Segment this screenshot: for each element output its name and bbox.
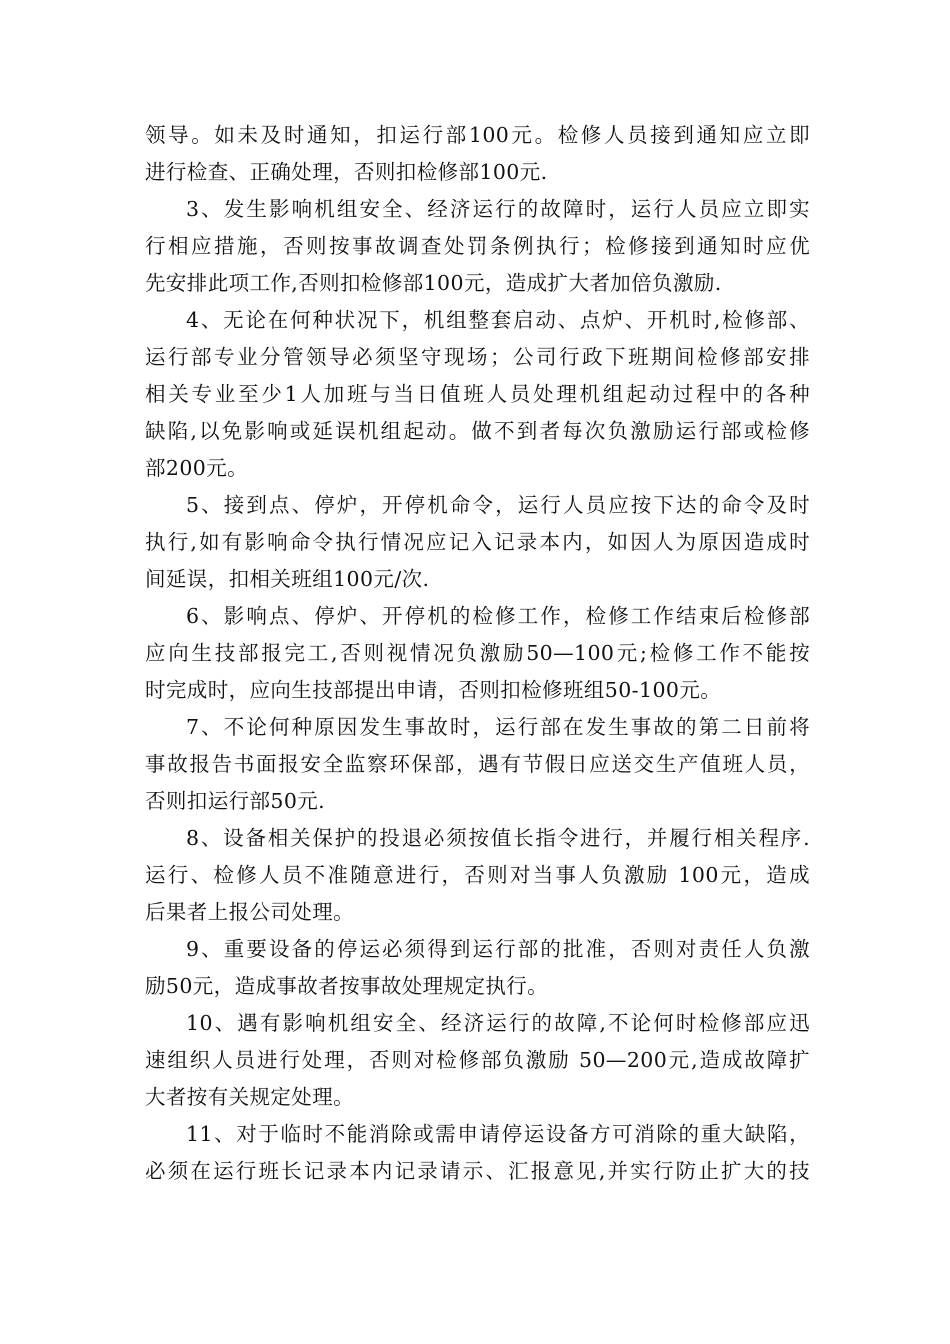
text-line: 间延误，扣相关班组100元/次. [145, 567, 430, 591]
text-line: 进行检查、正确处理，否则扣检修部100元. [145, 160, 548, 184]
text-line: 运行部专业分管领导必须坚守现场；公司行政下班期间检修部安排 [145, 345, 810, 369]
text-line: 事故报告书面报安全监察环保部，遇有节假日应送交生产值班人员， [145, 752, 810, 776]
text-line: 缺陷,以免影响或延误机组起动。做不到者每次负激励运行部或检修 [145, 419, 810, 443]
text-line: 后果者上报公司处理。 [145, 900, 354, 924]
clause-3-start: 3、发生影响机组安全、经济运行的故障时，运行人员应立即实 [186, 197, 810, 221]
clause-10-start: 10、遇有影响机组安全、经济运行的故障,不论何时检修部应迅 [186, 1011, 810, 1035]
clause-8-start: 8、设备相关保护的投退必须按值长指令进行，并履行相关程序. [186, 826, 810, 850]
text-line: 先安排此项工作,否则扣检修部100元，造成扩大者加倍负激励. [145, 271, 722, 295]
text-line: 大者按有关规定处理。 [145, 1085, 354, 1109]
text-line: 励50元，造成事故者按事故处理规定执行。 [145, 974, 549, 998]
text-line: 否则扣运行部50元. [145, 789, 326, 813]
clause-6-start: 6、影响点、停炉、开停机的检修工作，检修工作结束后检修部 [186, 604, 810, 628]
clause-7-start: 7、不论何种原因发生事故时，运行部在发生事故的第二日前将 [186, 715, 810, 739]
text-line: 执行,如有影响命令执行情况应记入记录本内，如因人为原因造成时 [145, 530, 810, 554]
clause-11-start: 11、对于临时不能消除或需申请停运设备方可消除的重大缺陷， [186, 1122, 810, 1146]
clause-5-start: 5、接到点、停炉，开停机命令，运行人员应按下达的命令及时 [186, 493, 810, 517]
text-line: 部200元。 [145, 456, 249, 480]
text-line: 运行、检修人员不准随意进行，否则对当事人负激励 100元，造成 [145, 863, 810, 887]
text-line: 时完成时，应向生技部提出申请，否则扣检修班组50-100元。 [145, 678, 722, 702]
text-line: 行相应措施，否则按事故调查处罚条例执行；检修接到通知时应优 [145, 234, 810, 258]
clause-4-start: 4、无论在何种状况下，机组整套启动、点炉、开机时,检修部、 [186, 308, 810, 332]
text-line: 领导。如未及时通知，扣运行部100元。检修人员接到通知应立即 [145, 123, 810, 147]
document-body [145, 117, 810, 1190]
text-line: 应向生技部报完工,否则视情况负激励50—100元;检修工作不能按 [145, 641, 810, 665]
text-line: 相关专业至少1人加班与当日值班人员处理机组起动过程中的各种 [145, 382, 810, 406]
text-line: 必须在运行班长记录本内记录请示、汇报意见,并实行防止扩大的技 [145, 1159, 810, 1183]
text-line: 速组织人员进行处理，否则对检修部负激励 50—200元,造成故障扩 [145, 1048, 810, 1072]
clause-9-start: 9、重要设备的停运必须得到运行部的批准，否则对责任人负激 [186, 937, 810, 961]
